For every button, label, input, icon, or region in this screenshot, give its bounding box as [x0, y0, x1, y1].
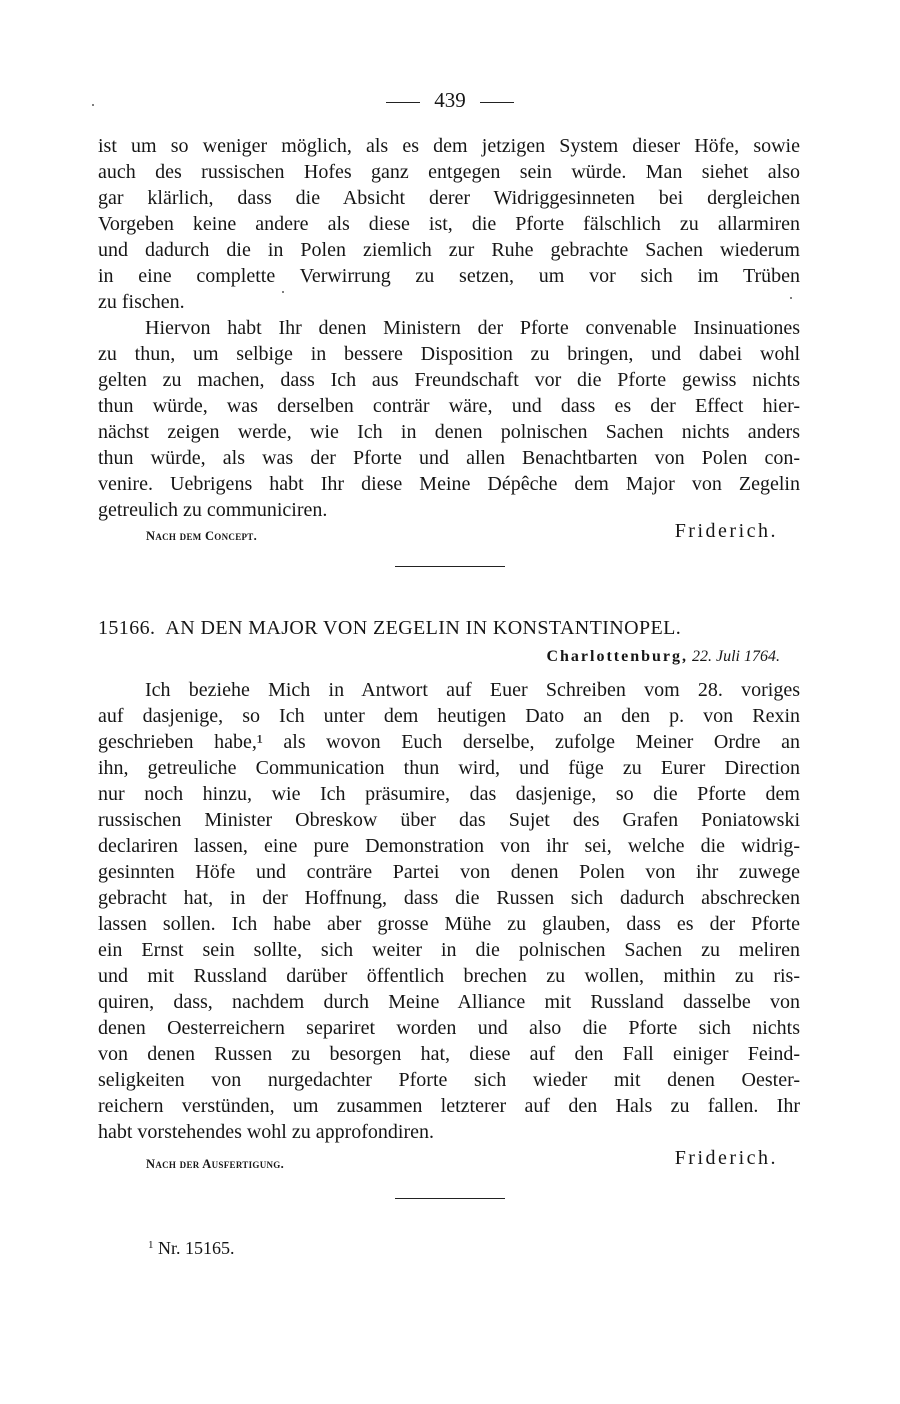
text-line: seligkeiten von nurgedachter Pforte sich wieder mit denen Oester- [98, 1069, 800, 1091]
page-number: 439 [434, 88, 466, 112]
text-line: gar klärlich, dass die Absicht derer Widriggesinneten bei dergleichen [98, 187, 800, 209]
text-line: auch des russischen Hofes ganz entgegen sein würde. Man siehet also [98, 161, 800, 183]
text-line: ist um so weniger möglich, als es dem jetzigen System dieser Höfe, sowie [98, 135, 800, 157]
text-line: zu fischen. [98, 291, 185, 313]
footnote-marker: 1 [148, 1239, 154, 1251]
text-line: ihn, getreuliche Communication thun wird, und füge zu Eurer Direction [98, 757, 800, 779]
text-line: nur noch hinzu, wie Ich präsumire, das dasjenige, so die Pforte dem [98, 783, 800, 805]
text-line: thun würde, als was der Pforte und allen Benachtbarten von Polen con- [98, 447, 800, 469]
text-line: lassen sollen. Ich habe aber grosse Mühe zu glauben, dass es der Pforte [98, 913, 800, 935]
text-line: quiren, dass, nachdem durch Meine Alliance mit Russland dasselbe von [98, 991, 800, 1013]
footnote [148, 1238, 235, 1259]
footnote-divider [395, 1198, 505, 1199]
text-line: venire. Uebrigens habt Ihr diese Meine Dépêche dem Major von Zegelin [98, 473, 800, 495]
text-line: gesinnten Höfe und conträre Partei von denen Polen von ihr zuwege [98, 861, 800, 883]
footnote-text: Nr. 15165. [158, 1238, 235, 1258]
source-note: Nach dem Concept. [146, 529, 258, 543]
signature: Friderich. [674, 520, 778, 542]
text-line: Vorgeben keine andere als diese ist, die Pforte fälschlich zu allarmiren [98, 213, 800, 235]
text-line: ein Ernst sein sollte, sich weiter in die polnischen Sachen zu meliren [98, 939, 800, 961]
text-line: thun würde, was derselben conträr wäre, und dass es der Effect hier- [98, 395, 800, 417]
letter-heading [98, 617, 800, 640]
text-line: habt vorstehendes wohl zu approfondiren. [98, 1121, 435, 1143]
dateline [546, 648, 780, 666]
text-line: Hiervon habt Ihr denen Ministern der Pforte convenable Insinuationes [145, 317, 800, 339]
dateline-place: Charlottenburg, [546, 648, 688, 665]
text-line: Ich beziehe Mich in Antwort auf Euer Schreiben vom 28. voriges [145, 679, 800, 701]
text-line: nächst zeigen werde, wie Ich in denen polnischen Sachen nichts anders [98, 421, 800, 443]
signature: Friderich. [674, 1147, 778, 1169]
paper-speck [92, 104, 94, 106]
text-line: geschrieben habe,¹ als wovon Euch derselbe, zufolge Meiner Ordre an [98, 731, 800, 753]
text-line: gelten zu machen, dass Ich aus Freundschaft vor die Pforte gewiss nichts [98, 369, 800, 391]
source-note: Nach der Ausfertigung. [146, 1157, 285, 1171]
text-line: getreulich zu communiciren. [98, 499, 328, 521]
letter-number: 15166. [98, 617, 156, 639]
text-line: und dadurch die in Polen ziemlich zur Ruhe gebrachte Sachen wiederum [98, 239, 800, 261]
text-line: zu thun, um selbige in bessere Disposition zu bringen, und dabei wohl [98, 343, 800, 365]
letter-title: AN DEN MAJOR VON ZEGELIN IN KONSTANTINOPEL. [165, 617, 682, 639]
text-line: und mit Russland darüber öffentlich brechen zu wollen, mithin zu ris- [98, 965, 800, 987]
paper-speck [790, 297, 792, 299]
text-line: denen Oesterreichern separiret worden und also die Pforte sich nichts [98, 1017, 800, 1039]
text-line: reichern verstünden, um zusammen letzterer auf den Hals zu fallen. Ihr [98, 1095, 800, 1117]
text-line: von denen Russen zu besorgen hat, diese auf den Fall einiger Feind- [98, 1043, 800, 1065]
text-line: gebracht hat, in der Hoffnung, dass die Russen sich dadurch abschrecken [98, 887, 800, 909]
paper-speck [282, 291, 284, 293]
page-number-header [0, 88, 900, 113]
section-divider [395, 566, 505, 567]
dateline-date: 22. Juli 1764. [692, 648, 780, 665]
header-rule-left [386, 102, 420, 103]
header-rule-right [480, 102, 514, 103]
text-line: russischen Minister Obreskow über das Sujet des Grafen Poniatowski [98, 809, 800, 831]
text-line: declariren lassen, eine pure Demonstration von ihr sei, welche die widrig- [98, 835, 800, 857]
text-line: in eine complette Verwirrung zu setzen, um vor sich im Trüben [98, 265, 800, 287]
text-line: auf dasjenige, so Ich unter dem heutigen Dato an den p. von Rexin [98, 705, 800, 727]
